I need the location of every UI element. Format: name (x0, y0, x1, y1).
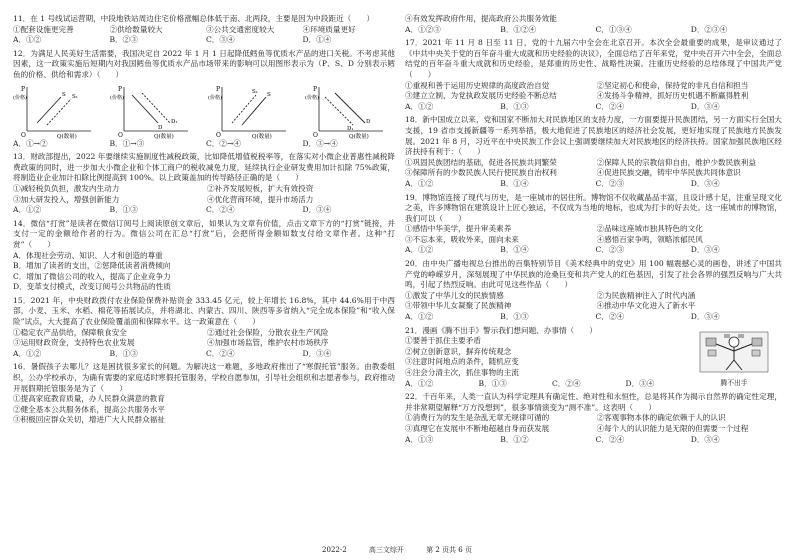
chart-2-graph (110, 83, 192, 139)
cartoon-drawing (694, 326, 774, 376)
question-12 (13, 49, 395, 149)
option-1[interactable]: ①激发了中华儿女的民族情感 (405, 290, 504, 300)
option-1[interactable]: ①感悟中华美学，提升审美素养 (405, 224, 512, 234)
cartoon (694, 326, 774, 388)
option-b[interactable]: B．增加了读者的支出，②惩降低读者消费倾向 (13, 261, 171, 271)
option-2[interactable]: ②补齐发展短板，扩大有效投资 (207, 183, 314, 193)
option-c[interactable]: C．增加了微信公司的收入，提高了企业竞争力 (13, 271, 171, 281)
footer-page-number: 第 2 页共 6 页 (426, 546, 472, 554)
axis-q: Q(数量) (57, 133, 77, 139)
answer-list (13, 139, 395, 150)
label-s: S (62, 91, 66, 98)
option-3[interactable]: ③注意时间地点的条件，随机应变 (405, 357, 519, 367)
option-1[interactable]: ①重视和善于运用历史规律的高度政治自觉 (405, 80, 550, 90)
answer-a[interactable]: A．①② (13, 35, 42, 45)
option-4[interactable]: ④有效发挥政府作用，提高政府公共服务效能 (405, 14, 557, 23)
option-2[interactable]: ②供给数量较大 (109, 24, 163, 34)
answer-d[interactable]: D．③④ (625, 378, 655, 388)
answer-c[interactable]: C．②④ (206, 205, 235, 215)
answer-c[interactable]: C．②④ (595, 312, 625, 322)
answer-b[interactable]: B．①④ (500, 245, 529, 255)
option-3[interactable]: ③加大研发投入，增强创新能力 (13, 194, 120, 204)
question-stem: 20．由中央广播电视总台推出的百集特别节目《美术经典中的党史》用 100 幅震撼心灵的画卷，讲述了中国共产党的峥嵘岁月，深刻展现了中华民族的沧桑巨变和共产党人的红色基因，引发了社会各界的强烈反响与广大共鸣，引起了热烈反响。由此可见这些作品（ ） (405, 259, 782, 290)
answer-a[interactable]: A．①② (405, 101, 434, 111)
question-18 (405, 115, 782, 189)
answer-b[interactable]: B．①③ (500, 312, 529, 322)
chart-4-graph (305, 83, 387, 139)
axis-origin: O (215, 131, 221, 139)
answer-a[interactable]: A．①② (405, 178, 434, 188)
label-s1: S₁ (72, 93, 78, 100)
question-19 (405, 193, 782, 257)
option-2[interactable]: ②健全基本公共服务体系，提高公共服务水平 (13, 404, 165, 414)
option-list (13, 394, 395, 426)
question-16 (13, 362, 395, 426)
answer-list (405, 245, 782, 256)
question-stem: 11．在 1 号线试运营期，中段地铁站周边住宅价格涨幅总体低于南、北两段，主要是因为中段距近（ ） (13, 14, 375, 23)
answer-d[interactable]: D．③④ (690, 245, 720, 255)
option-list (13, 328, 395, 349)
chart-3 (208, 83, 290, 139)
option-list (13, 184, 395, 205)
answer-c[interactable]: C．①③④ (595, 24, 632, 34)
answer-b[interactable]: B．②③ (109, 35, 138, 45)
answer-b[interactable]: B．①→③ (109, 138, 145, 148)
chart-4 (305, 83, 387, 139)
answer-b[interactable]: B．①④ (500, 178, 529, 188)
question-stem: 22．千百年来，人类一直认为科学定理具有确定性、绝对性和永恒性，总是将其作为揭示自然界的确定性定理，并非常期望解释“万方没想到”，很多事情演变为“测不准”。这表明（ ） (405, 392, 782, 412)
left-column (13, 14, 395, 429)
answer-d[interactable]: D．③→④ (302, 138, 338, 148)
question-stem: 17．2021 年 11 月 8 日至 11 日，党的十九届六中全会在北京召开。本次全会最重要的成果，是审议通过了《中共中央关于党的百年奋斗重大成就和历史经验的决议》，全面总结了百年来党，党中央召开六中全会，全面总结党的百年奋斗重大成就和历史经验，是郑重的历史性、战略性决策。注重历史经验的总结体现了中国共产党（ ） (405, 38, 782, 79)
axis-origin: O (312, 131, 318, 139)
answer-c[interactable]: C．②→④ (206, 138, 241, 148)
page-footer (0, 545, 794, 556)
option-1[interactable]: ①要善于抓住主要矛盾 (405, 336, 481, 346)
option-a[interactable]: A．体现社会劳动、知识、人才和创造的尊重 (13, 250, 163, 260)
option-4[interactable]: ④推动中华文化进入了新水平 (596, 301, 696, 311)
question-stem: 13．财政部提出，2022 年要继续实施制度性减税政策，比如降低增值税税率等，在落实对小微企业普惠性减税降费政策的同时，进一步加大小微企业和个体工商户的税收减免力度，延续执行企业研发费用加计扣除 75%政策，将制造业企业加计扣除比例提高到 100%。以上政策盖加的传导路径正确的是（ ） (13, 152, 395, 183)
answer-list (405, 379, 695, 390)
question-21 (405, 326, 782, 390)
label-d: D (365, 118, 371, 125)
answer-b[interactable]: B．①③ (478, 378, 507, 388)
footer-subject: 高三文综开 (368, 546, 404, 554)
option-list (405, 158, 782, 179)
question-stem: 19．博物馆连接了现代与历史，是一座城市的居住所。博物馆不仅收藏晶品丰富，且设计感十足，注重呈现文化之美，许多博物馆在建筑设计上匠心独运，不仅成为当地的地标，也成为打卡的好去处。这一座城市的博物馆，我们可以（ ） (405, 192, 782, 223)
answer-d[interactable]: D．①④ (302, 35, 332, 45)
option-3[interactable]: ③保障所有的少数民族人民行使民族自治权利 (405, 168, 557, 178)
option-list (405, 224, 782, 245)
question-stem: 18．新中国成立以来，党和国家不断加大对民族地区的支持力度，一方面要提升民族团结，另一方面实行全国大支援，19 省市支援新疆等一系列举措，极大地促进了民族地区的经济社会发展，更好地实现了民族地方民族发展。2021 年 8 月，习近平在中央民族工作会议上强调要继续加大对民族地区的经济扶持。国家加强民族地区经济扶持有利于：（ ） (405, 115, 782, 157)
answer-list (405, 312, 782, 323)
answer-d[interactable]: D．③④ (302, 205, 332, 215)
answer-list (13, 35, 395, 46)
answer-c[interactable]: C．②③ (595, 245, 625, 255)
answer-a[interactable]: A．①② (405, 378, 434, 388)
axis-p: P (21, 85, 26, 93)
question-stem: 21．漫画《腾不出手》警示我们想问题、办事情（ ） (405, 325, 597, 335)
question-15 (13, 296, 395, 360)
option-2[interactable]: ②保障人民的宗教信仰自由，维护少数民族利益 (596, 157, 756, 167)
option-4[interactable]: ④优化营商环境，提升市场活力 (207, 194, 314, 204)
answer-b[interactable]: B．①② (500, 434, 529, 444)
option-3[interactable]: ③带领中华儿女凝聚了民族精神 (405, 301, 512, 311)
option-list (405, 413, 782, 434)
answer-a[interactable]: A．①② (405, 312, 434, 322)
axis-q: Q(数量) (348, 133, 369, 139)
option-3[interactable]: ③建立立制，为党执政发展历史经验不断总结 (405, 91, 557, 101)
axis-price: (价格) (207, 94, 222, 101)
answer-d[interactable]: D．③④ (690, 312, 720, 322)
question-20 (405, 259, 782, 323)
answer-list (13, 349, 395, 360)
option-4[interactable]: ④每个人的认识能力是无限的但需要一个过程 (596, 423, 749, 433)
option-4[interactable]: ④环境质量更好 (302, 24, 356, 34)
question-stem: 16．暑假孩子去哪儿？这是困扰很多家长的问题。为解决这一难题，多地政府推出了“寒假托管”服务。由教委组织，公办学校承办，为确有需要的家庭适时寒假托管服务，学校自愿参加，引导社会组织和志愿者参与，政府推动开展假期托管服务是为了（ ） (13, 362, 395, 393)
axis-origin: O (21, 131, 26, 139)
right-column (405, 14, 782, 448)
answer-c[interactable]: C．②④ (206, 348, 235, 358)
option-3[interactable]: ③真理它在发展中不断地超越自身而获发展 (405, 423, 550, 433)
label-d1: D₁ (346, 125, 354, 132)
axis-q: Q(数量) (251, 133, 272, 139)
question-11 (13, 14, 395, 46)
axis-price: (价格) (304, 94, 319, 101)
question-stem: 12．为满足人民美好生活需要，我国决定自 2022 年 1 月 1 日起降低鳕鱼等优质水产品的进口关税。不考虑其他因素，这一政策实施后短期内对我国鳕鱼等优质水产品市场带来的影响可以用图形表示为（P、S、D 分别表示鳕鱼的价格、供给和需求）（ ） (13, 48, 395, 79)
answer-d[interactable]: D．③④ (690, 178, 720, 188)
answer-list (405, 25, 782, 36)
option-list (405, 291, 782, 312)
option-d[interactable]: D．变革支付模式，改变订阅号公共物品的性质 (13, 282, 171, 292)
axis-price: (价格) (13, 94, 27, 101)
axis-q: Q(数量) (154, 133, 175, 139)
supply-demand-charts (13, 81, 395, 139)
question-14 (13, 219, 395, 293)
option-list (405, 81, 782, 102)
option-1[interactable]: ①提高家庭教育质量，办人民群众满意的教育 (13, 394, 165, 404)
option-1[interactable]: ①巩固民族团结的基础，促进各民族共同繁荣 (405, 157, 557, 167)
option-2[interactable]: ②客观事物本体的确定依赖于人的认识 (596, 413, 726, 423)
answer-d[interactable]: D．②③④ (690, 24, 728, 34)
option-3[interactable]: ③公共交通密度较大 (206, 24, 275, 34)
option-list (405, 336, 695, 378)
option-2[interactable]: ②为民族精神注入了时代内涵 (596, 290, 696, 300)
answer-c[interactable]: C．②④ (552, 378, 581, 388)
answer-b[interactable]: B．①③ (500, 101, 529, 111)
answer-a[interactable]: A．①→② (13, 138, 48, 148)
answer-a[interactable]: A．①②③ (405, 24, 441, 34)
answer-c[interactable]: C．③④ (206, 35, 235, 45)
option-3[interactable]: ③积极回应群众关切，增进广大人民群众福祉 (13, 415, 165, 425)
chart-1 (13, 83, 95, 139)
question-stem: 14．微信“打赏”是读者在微信订阅号上阅读原创文章后，如果认为文章有价值，点击文章下方的“打赏”链接，并支付一定的金额给作者的行为。微信公司在汇总“打赏”后，会把所得金额如数支付给文章作者。这种“打赏”（ ） (13, 218, 395, 249)
label-d: D (158, 124, 163, 131)
answer-a[interactable]: A．①② (13, 348, 42, 358)
question-17 (405, 38, 782, 112)
question-22 (405, 392, 782, 445)
option-4[interactable]: ④注会分清主次，抓住事物的主流 (405, 368, 519, 377)
answer-a[interactable]: A．①② (405, 245, 434, 255)
answer-a[interactable]: A．①③ (405, 434, 434, 444)
option-4[interactable]: ④加强市场监管，维护农村市场秩序 (207, 338, 329, 348)
answer-d[interactable]: D．③④ (690, 434, 720, 444)
label-s1: S₁ (251, 88, 258, 95)
cartoon-caption: 腾不出手 (720, 379, 748, 388)
option-3[interactable]: ③运用财政资金，支持特色农业发展 (13, 338, 135, 348)
answer-b[interactable]: B．①③ (109, 205, 138, 215)
option-1[interactable]: ①消费行为的发生是杂乱无章无规律可循的 (405, 413, 550, 423)
answer-a[interactable]: A．①② (13, 205, 42, 215)
question-16-continued (405, 14, 782, 35)
answer-list (13, 205, 395, 216)
chart-3-graph (208, 83, 290, 139)
answer-list (405, 102, 782, 113)
footer-date: 2022-2 (322, 546, 347, 554)
label-d1: D₁ (171, 118, 178, 125)
answer-d[interactable]: D．③④ (302, 348, 332, 358)
answer-c[interactable]: C．②④ (595, 101, 625, 111)
option-2[interactable]: ②通过社会保险，分散农业生产风险 (207, 327, 329, 337)
question-13 (13, 152, 395, 216)
axis-p: P (215, 85, 220, 93)
axis-origin: O (118, 131, 124, 139)
answer-d[interactable]: D．③④ (690, 101, 720, 111)
answer-c[interactable]: C．②③ (595, 178, 625, 188)
answer-b[interactable]: B．①②④ (500, 24, 537, 34)
answer-b[interactable]: B．①③ (109, 348, 138, 358)
answer-list (405, 179, 782, 190)
chart-2 (110, 83, 192, 139)
option-list (13, 251, 395, 293)
option-2[interactable]: ②树立创新意识，摒弃传统观念 (405, 346, 512, 356)
option-list (13, 25, 395, 36)
option-2[interactable]: ②品味这座城市独具特色的文化 (596, 224, 703, 234)
option-1[interactable]: ①稳定农产品供给，保障粮食安全 (13, 327, 127, 337)
answer-list (405, 435, 782, 446)
chart-1-graph (13, 83, 95, 139)
axis-p: P (118, 85, 123, 93)
option-4[interactable]: ④感悟百家争鸣，领略浓郁民风 (596, 234, 703, 244)
label-s: S (266, 91, 271, 98)
option-1[interactable]: ①配套设施更完善 (13, 24, 74, 34)
option-4[interactable]: ④促进民族交融，铸牢中华民族共同体意识 (596, 168, 741, 178)
axis-p: P (312, 85, 318, 93)
option-3[interactable]: ③不忘本来，吸收外来，面向未来 (405, 234, 519, 244)
axis-price: (价格) (110, 94, 125, 101)
answer-c[interactable]: C．②④ (595, 434, 625, 444)
option-4[interactable]: ④发扬斗争精神，抓好历史机遇不断赢得胜利 (596, 91, 749, 101)
question-stem: 15．2021 年，中央财政拨付农业保险保费补贴资金 333.45 亿元，较上年增长 16.8%，其中 44.6%用于中西部，小麦、玉米、水稻、棉花等拓展试点，并将湖北、内蒙古、四川、陕西等多省纳入“完全成本保险”和“收入保险”试点，大大提高了农业保险覆盖面和保障水平。这一政策意在（ ） (13, 295, 395, 327)
option-1[interactable]: ①减轻税负负担，激发内生动力 (13, 183, 120, 193)
option-2[interactable]: ②坚定初心和使命，保持党的非凡自信和担当 (596, 80, 749, 90)
